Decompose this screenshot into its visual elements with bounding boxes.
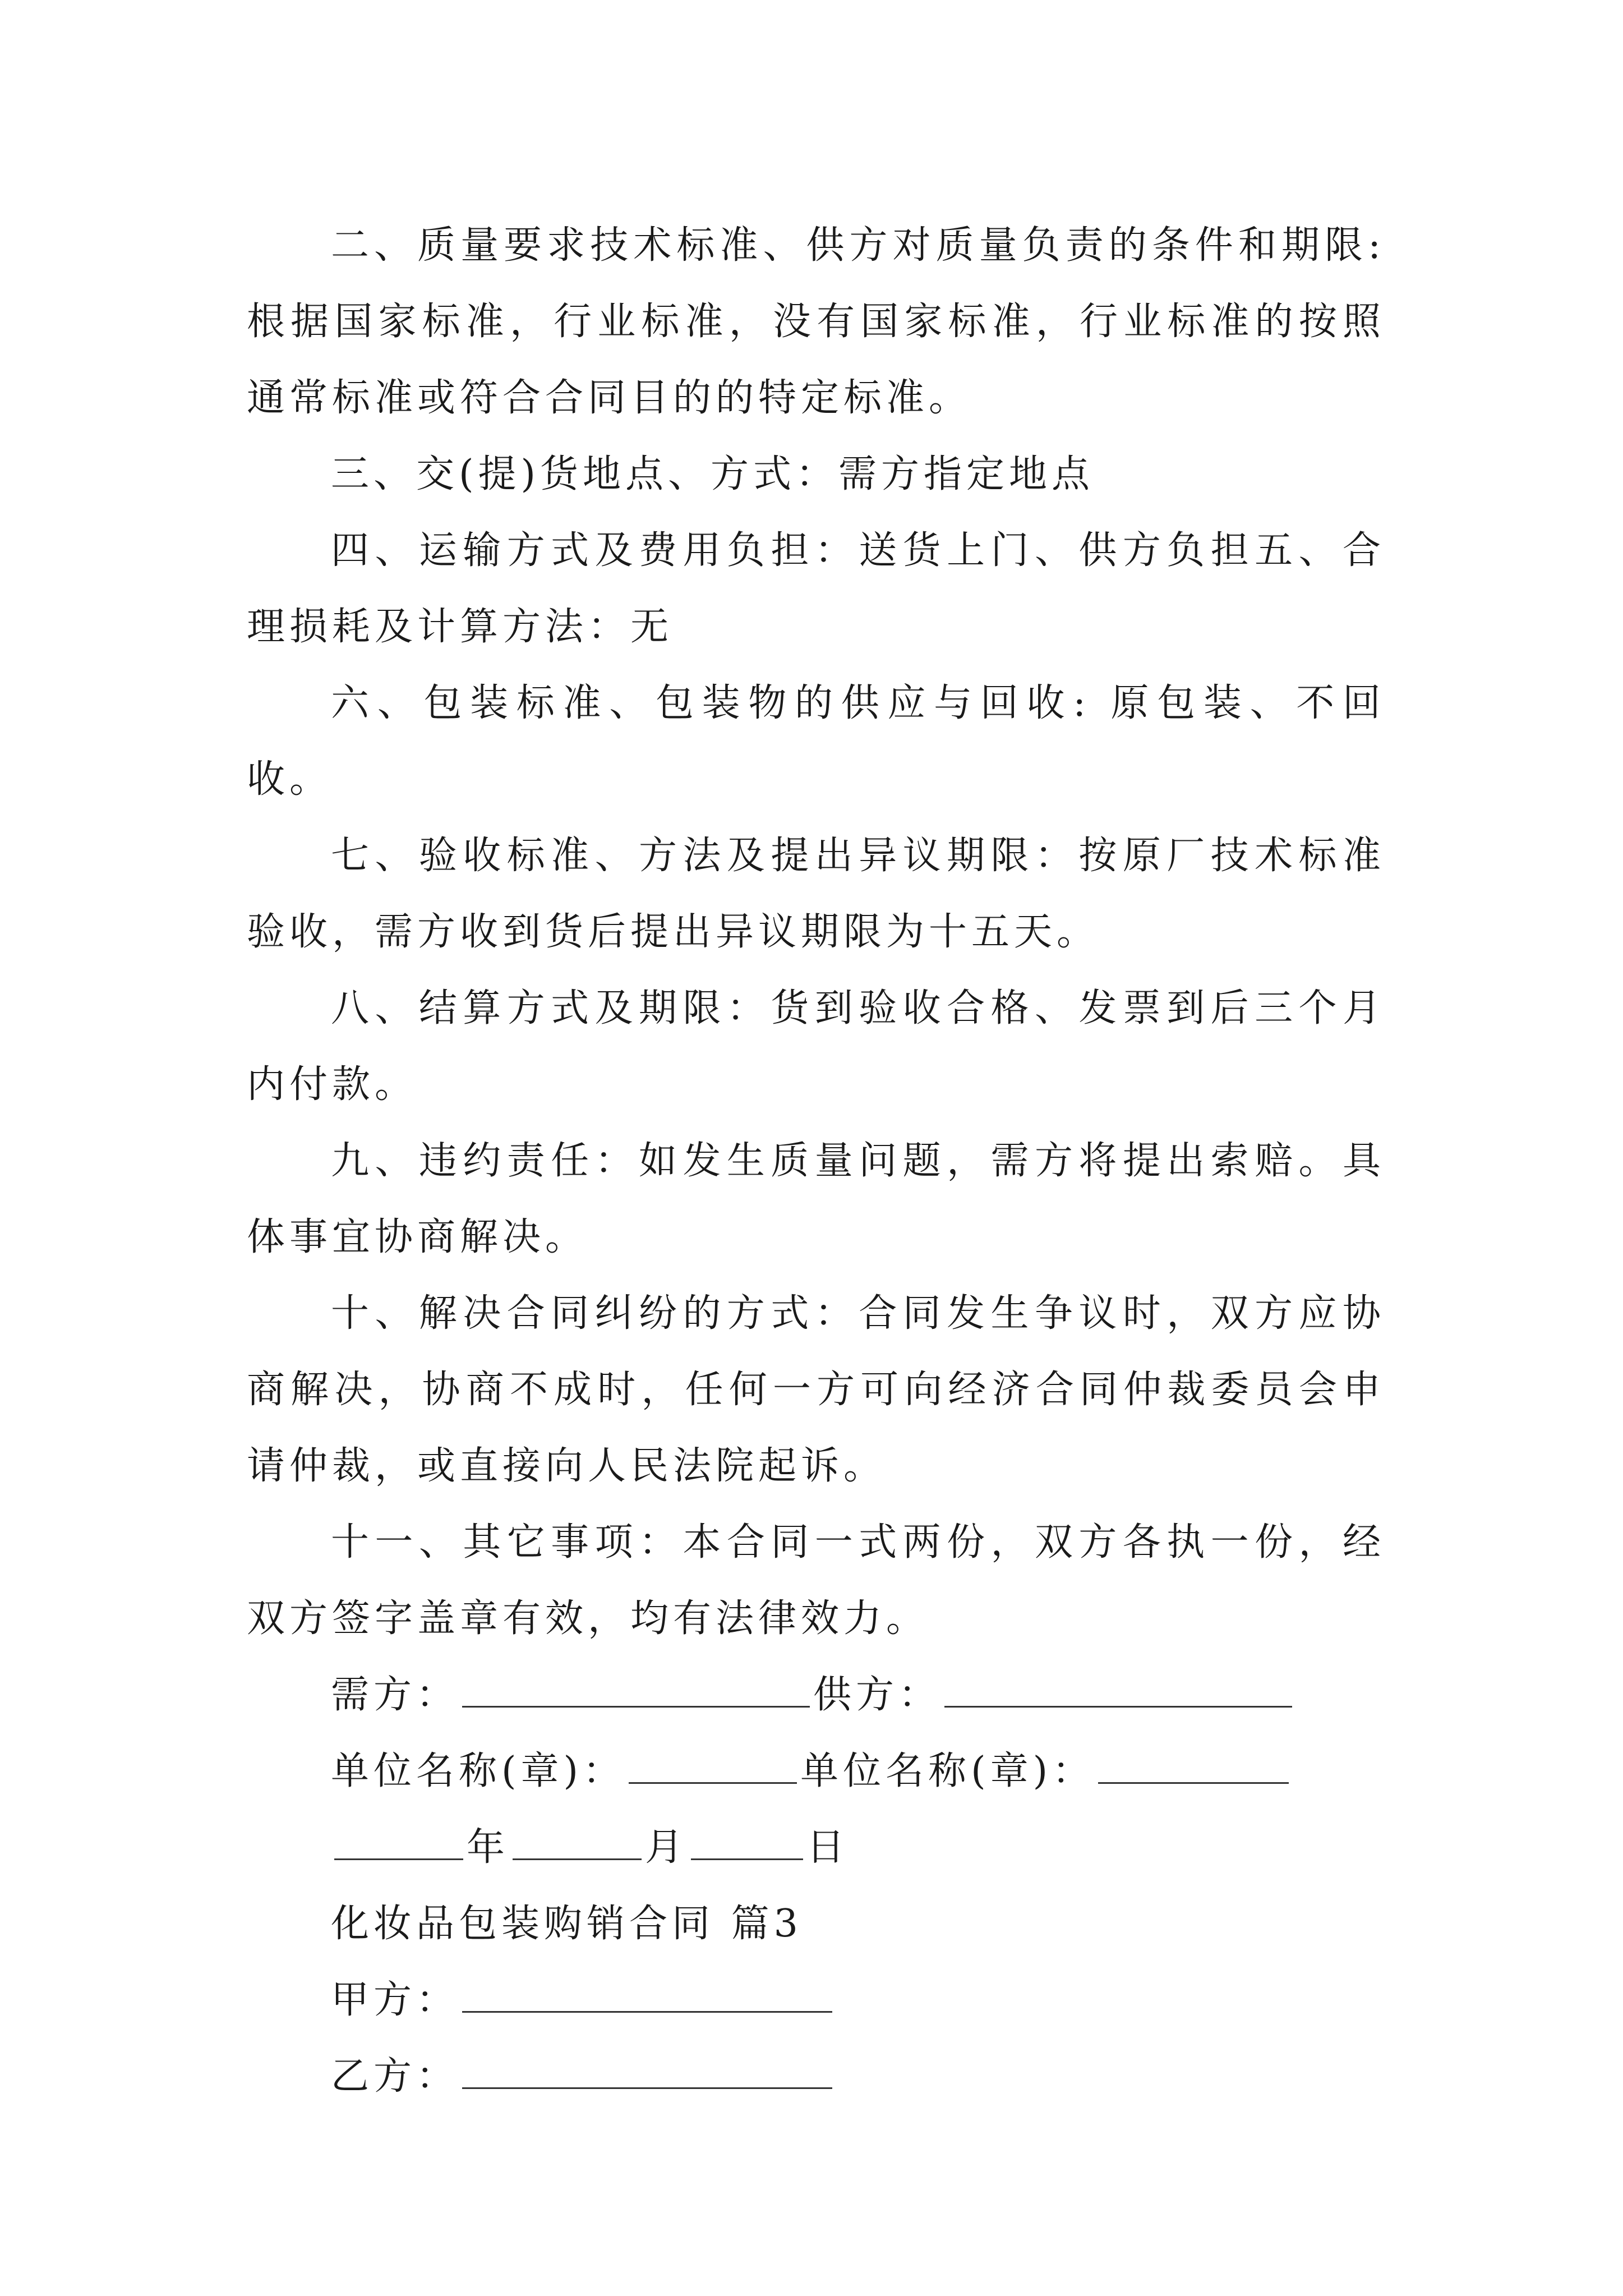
buyer-blank — [462, 1677, 810, 1708]
day-blank — [691, 1829, 803, 1860]
seller-label: 供方： — [813, 1673, 942, 1717]
buyer-label: 需方： — [331, 1673, 459, 1717]
party-a-label: 甲方： — [331, 1978, 459, 2022]
party-b-label: 乙方： — [331, 2054, 459, 2099]
signature-parties-row — [247, 1657, 1385, 1733]
month-label: 月 — [645, 1825, 688, 1870]
signature-date-row — [247, 1810, 1385, 1886]
clause-delivery-place: 三、交(提)货地点、方式：需方指定地点 — [331, 452, 1095, 496]
year-blank — [334, 1829, 463, 1860]
clause-transport: 四、运输方式及费用负担：送货上门、供方负担五、合理损耗及计算方法：无 — [247, 528, 1385, 649]
section-title: 化妆品包装购销合同 篇3 — [331, 1902, 803, 1946]
section-title-row — [247, 1886, 1385, 1962]
buyer-unit-blank — [629, 1753, 797, 1784]
party-a-row — [247, 1962, 1385, 2039]
month-blank — [513, 1829, 642, 1860]
seller-blank — [944, 1677, 1292, 1708]
clause-packaging: 六、包装标准、包装物的供应与回收: 原包装、不回收。 — [247, 681, 1385, 802]
clause-quality: 二、质量要求技术标准、供方对质量负责的条件和期限: 根据国家标准，行业标准，没有国家标准，行业标准的按照通常标准或符合合同目的的特定标准。 — [247, 223, 1385, 420]
signature-unit-row — [247, 1733, 1385, 1810]
clause-acceptance: 七、验收标准、方法及提出异议期限：按原厂技术标准验收，需方收到货后提出异议期限为十五天。 — [247, 834, 1385, 954]
year-label: 年 — [467, 1825, 510, 1870]
party-a-blank — [462, 1982, 832, 2013]
clause-dispute: 十、解决合同纠纷的方式：合同发生争议时，双方应协商解决，协商不成时，任何一方可向经济合同仲裁委员会申请仲裁，或直接向人民法院起诉。 — [247, 1291, 1385, 1488]
day-label: 日 — [806, 1825, 850, 1870]
party-b-row — [247, 2039, 1385, 2115]
clause-liability: 九、违约责任：如发生质量问题，需方将提出索赔。具体事宜协商解决。 — [247, 1139, 1385, 1259]
seller-unit-label: 单位名称(章)： — [800, 1749, 1095, 1793]
clause-settlement: 八、结算方式及期限：货到验收合格、发票到后三个月内付款。 — [247, 986, 1385, 1107]
party-b-blank — [462, 2058, 832, 2089]
clause-other: 十一、其它事项：本合同一式两份，双方各执一份，经双方签字盖章有效，均有法律效力。 — [247, 1520, 1385, 1641]
document-body — [247, 208, 1385, 2115]
seller-unit-blank — [1098, 1753, 1289, 1784]
buyer-unit-label: 单位名称(章)： — [331, 1749, 626, 1793]
